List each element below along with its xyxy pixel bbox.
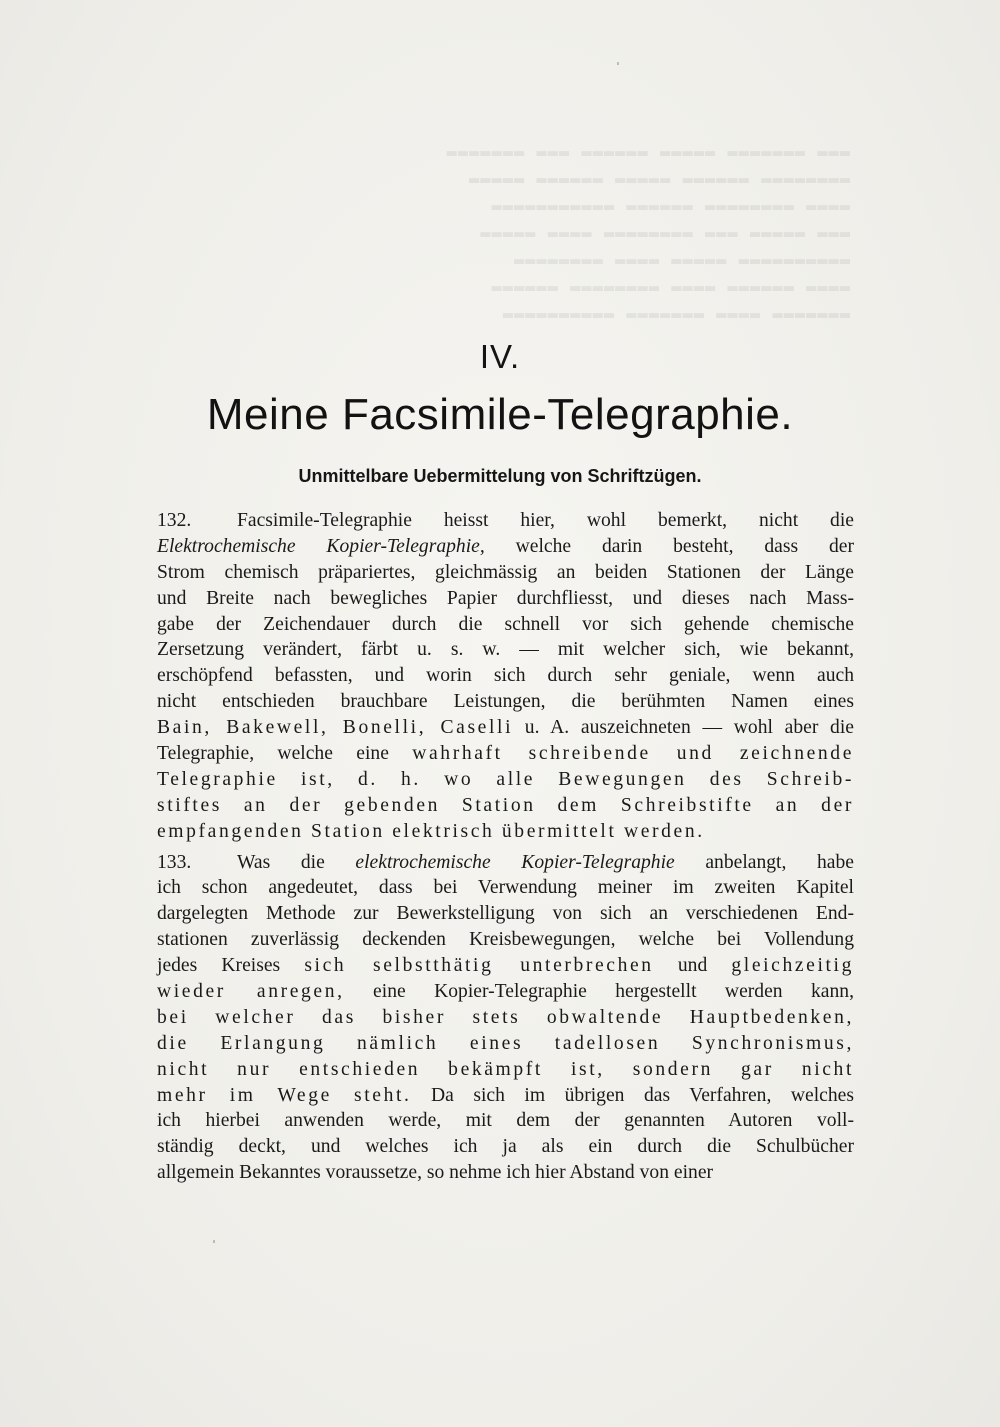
- text-run: stationen zuverlässig deckenden Kreisbewegungen, welche bei Vollendung: [157, 929, 854, 951]
- paragraph-number: 132.: [157, 510, 192, 531]
- spaced-emphasis-text: gleichzeitig: [731, 955, 854, 977]
- text-run: eine Kopier-Telegraphie hergestellt werden kann,: [344, 981, 854, 1003]
- spaced-emphasis-text: bei welcher das bisher stets obwaltende Hauptbedenken,: [157, 1006, 854, 1028]
- text-line: [157, 1108, 854, 1134]
- text-line: [157, 793, 854, 819]
- paragraph-132: [157, 508, 854, 845]
- scan-speck: [617, 62, 619, 65]
- text-line: [157, 586, 854, 612]
- text-line: [157, 663, 854, 689]
- spaced-emphasis-text: mehr im Wege steht.: [157, 1084, 412, 1106]
- text-run: Da sich im übrigen das Verfahren, welches: [411, 1084, 854, 1106]
- text-run: nicht entschieden brauchbare Leistungen, die berühmten Namen eines: [157, 691, 854, 713]
- chapter-subtitle: Unmittelbare Uebermittelung von Schriftzügen.: [298, 466, 702, 486]
- text-line: [157, 979, 854, 1005]
- text-line: [157, 1160, 854, 1186]
- text-run: Facsimile-Telegraphie heisst hier, wohl bemerkt, nicht die: [237, 510, 854, 531]
- paragraph-133: [157, 850, 854, 1187]
- text-run: Strom chemisch präpariertes, gleichmässig an beiden Stationen der Länge: [157, 561, 854, 583]
- text-line: [157, 715, 854, 741]
- spaced-emphasis-text: stiftes an der gebenden Station dem Schreibstifte an der: [157, 794, 854, 816]
- spaced-emphasis-text: empfangenden Station elektrisch übermittelt werden.: [157, 820, 705, 842]
- text-line: [157, 1005, 854, 1031]
- text-line: [157, 953, 854, 979]
- text-line: [157, 560, 854, 586]
- text-line: [157, 1083, 854, 1109]
- text-run: Telegraphie, welche eine: [157, 743, 413, 765]
- text-run: ich hierbei anwenden werde, mit dem der genannten Autoren voll-: [157, 1110, 854, 1132]
- text-run: gabe der Zeichendauer durch die schnell vor sich gehende chemische: [157, 613, 854, 635]
- spaced-emphasis-text: die Erlangung nämlich eines tadellosen Synchronismus,: [157, 1032, 854, 1054]
- spaced-emphasis-text: Telegraphie ist, d. h. wo alle Bewegungen des Schreib-: [157, 768, 854, 790]
- text-line: [157, 819, 854, 845]
- text-line: [157, 767, 854, 793]
- text-line: [157, 612, 854, 638]
- text-run: ständig deckt, und welches ich ja als ein durch die Schulbücher: [157, 1136, 854, 1158]
- text-run: jedes Kreises: [157, 955, 305, 977]
- paragraph-number: 133.: [157, 851, 192, 873]
- text-run: erschöpfend befassten, und worin sich durch sehr geniale, wenn auch: [157, 665, 854, 687]
- italic-text: Elektrochemische Kopier-Telegraphie,: [157, 535, 485, 557]
- chapter-title: Meine Facsimile-Telegraphie.: [206, 390, 794, 439]
- text-run: allgemein Bekanntes voraussetze, so nehme ich hier Abstand von einer: [157, 1162, 714, 1184]
- text-line: [157, 741, 854, 767]
- text-run: und: [653, 955, 732, 977]
- body-text: [157, 508, 854, 1186]
- text-line: [157, 1134, 854, 1160]
- text-line: [157, 637, 854, 663]
- text-line: [157, 1057, 854, 1083]
- text-run: welche darin besteht, dass der: [484, 535, 854, 557]
- italic-text: elektrochemische Kopier-Telegraphie: [355, 851, 675, 873]
- text-line: [157, 875, 854, 901]
- text-run: ich schon angedeutet, dass bei Verwendung meiner im zweiten Kapitel: [157, 877, 854, 899]
- text-run: anbelangt, habe: [674, 851, 854, 873]
- text-run: Zersetzung verändert, färbt u. s. w. — mit welcher sich, wie bekannt,: [157, 639, 854, 661]
- spaced-emphasis-text: sich selbstthätig unterbrechen: [304, 955, 654, 977]
- text-run: dargelegten Methode zur Bewerkstelligung von sich an verschiedenen End-: [157, 903, 854, 925]
- spaced-emphasis-text: wieder anregen,: [157, 981, 345, 1003]
- bleed-through-shadow: ▬▬▬ ▬▬▬▬▬▬▬ ▬▬▬▬▬ ▬▬▬▬▬▬ ▬▬▬ ▬▬▬▬▬▬▬ ▬▬▬▬▬▬▬▬ ▬▬▬▬▬▬ ▬▬▬▬▬ ▬▬▬▬▬▬ ▬▬▬▬▬ ▬▬▬▬ ▬▬▬▬▬▬▬▬ ▬▬▬▬▬▬ ▬▬▬▬▬▬▬▬▬▬▬ ▬▬▬ ▬▬▬▬▬ ▬▬▬ ▬▬▬▬▬▬▬▬ ▬▬▬▬ ▬▬▬▬▬ ▬▬▬▬▬▬▬▬▬▬ ▬▬▬▬▬ ▬▬▬▬ ▬▬▬▬▬▬▬▬ ▬▬▬▬ ▬▬▬▬▬▬ ▬▬▬▬ ▬▬▬▬▬▬▬▬ ▬▬▬▬▬▬ ▬▬▬▬▬▬▬ ▬▬▬▬ ▬▬▬▬▬▬▬ ▬▬▬▬▬▬▬▬▬▬: [445, 143, 850, 325]
- scan-speck: [213, 1240, 215, 1243]
- text-run: u. A. auszeichneten — wohl aber die: [513, 717, 854, 739]
- chapter-number: IV.: [479, 338, 521, 375]
- text-run: Was die: [237, 851, 356, 873]
- text-run: und Breite nach bewegliches Papier durchfliesst, und dieses nach Mass-: [157, 587, 854, 609]
- text-line: [157, 850, 854, 876]
- spaced-emphasis-text: nicht nur entschieden bekämpft ist, sondern gar nicht: [157, 1058, 854, 1080]
- text-line: [157, 901, 854, 927]
- spaced-emphasis-text: wahrhaft schreibende und zeichnende: [412, 743, 854, 765]
- text-line: [157, 689, 854, 715]
- text-line: [157, 927, 854, 953]
- text-line: [157, 534, 854, 560]
- text-line: [157, 508, 854, 534]
- spaced-emphasis-text: Bain, Bakewell, Bonelli, Caselli: [157, 717, 514, 739]
- text-line: [157, 1031, 854, 1057]
